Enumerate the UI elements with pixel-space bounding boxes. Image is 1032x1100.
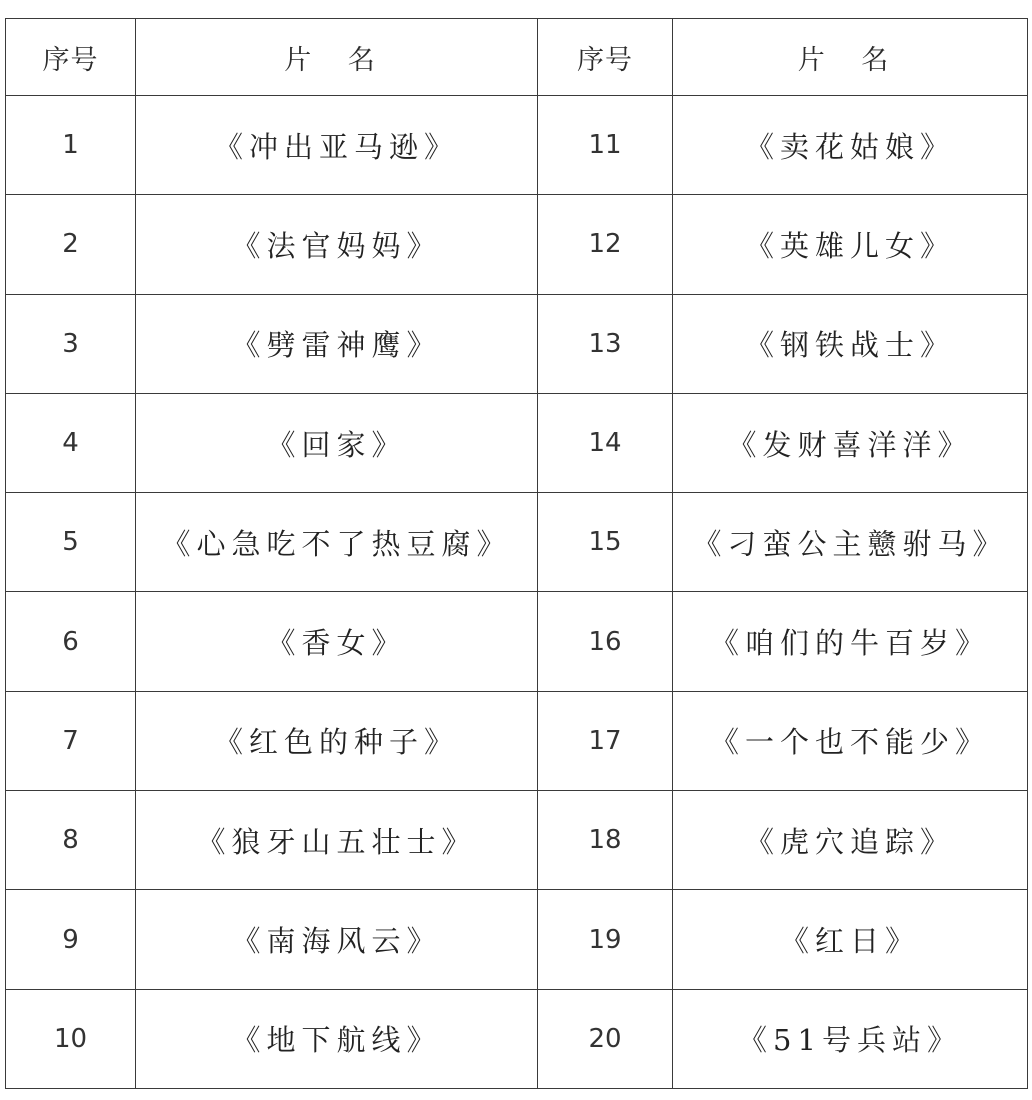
serial-cell: 14: [538, 393, 673, 492]
serial-cell: 9: [6, 890, 136, 989]
serial-cell: 17: [538, 691, 673, 790]
film-title-cell: 《发财喜洋洋》: [673, 393, 1028, 492]
serial-cell: 5: [6, 493, 136, 592]
film-title-cell: 《刁蛮公主戆驸马》: [673, 493, 1028, 592]
film-title-cell: 《红日》: [673, 890, 1028, 989]
film-title-cell: 《地下航线》: [136, 989, 538, 1088]
table-row: [6, 294, 1028, 393]
table-row: [6, 592, 1028, 691]
table-row: [6, 393, 1028, 492]
film-title-cell: 《法官妈妈》: [136, 195, 538, 294]
film-title-cell: 《一个也不能少》: [673, 691, 1028, 790]
film-title-cell: 《回家》: [136, 393, 538, 492]
film-title-cell: 《51号兵站》: [673, 989, 1028, 1088]
serial-cell: 10: [6, 989, 136, 1088]
table-header-row: [6, 19, 1028, 96]
serial-cell: 13: [538, 294, 673, 393]
table-row: [6, 96, 1028, 195]
film-title-cell: 《冲出亚马逊》: [136, 96, 538, 195]
header-title-right: 片 名: [673, 19, 1028, 96]
film-title-cell: 《卖花姑娘》: [673, 96, 1028, 195]
header-serial-left: 序号: [6, 19, 136, 96]
film-title-cell: 《红色的种子》: [136, 691, 538, 790]
table-row: [6, 691, 1028, 790]
film-title-cell: 《狼牙山五壮士》: [136, 791, 538, 890]
table-row: [6, 989, 1028, 1088]
serial-cell: 2: [6, 195, 136, 294]
serial-cell: 7: [6, 691, 136, 790]
table-row: [6, 791, 1028, 890]
header-serial-right: 序号: [538, 19, 673, 96]
film-title-cell: 《虎穴追踪》: [673, 791, 1028, 890]
film-title-cell: 《英雄儿女》: [673, 195, 1028, 294]
table-row: [6, 493, 1028, 592]
serial-cell: 19: [538, 890, 673, 989]
film-list-table: [5, 18, 1028, 1089]
film-title-cell: 《南海风云》: [136, 890, 538, 989]
serial-cell: 11: [538, 96, 673, 195]
serial-cell: 1: [6, 96, 136, 195]
table-row: [6, 890, 1028, 989]
serial-cell: 4: [6, 393, 136, 492]
film-title-cell: 《劈雷神鹰》: [136, 294, 538, 393]
film-title-cell: 《钢铁战士》: [673, 294, 1028, 393]
serial-cell: 15: [538, 493, 673, 592]
serial-cell: 16: [538, 592, 673, 691]
serial-cell: 20: [538, 989, 673, 1088]
serial-cell: 6: [6, 592, 136, 691]
film-title-cell: 《咱们的牛百岁》: [673, 592, 1028, 691]
serial-cell: 3: [6, 294, 136, 393]
serial-cell: 8: [6, 791, 136, 890]
film-title-cell: 《香女》: [136, 592, 538, 691]
serial-cell: 18: [538, 791, 673, 890]
header-title-left: 片 名: [136, 19, 538, 96]
serial-cell: 12: [538, 195, 673, 294]
film-title-cell: 《心急吃不了热豆腐》: [136, 493, 538, 592]
table-row: [6, 195, 1028, 294]
